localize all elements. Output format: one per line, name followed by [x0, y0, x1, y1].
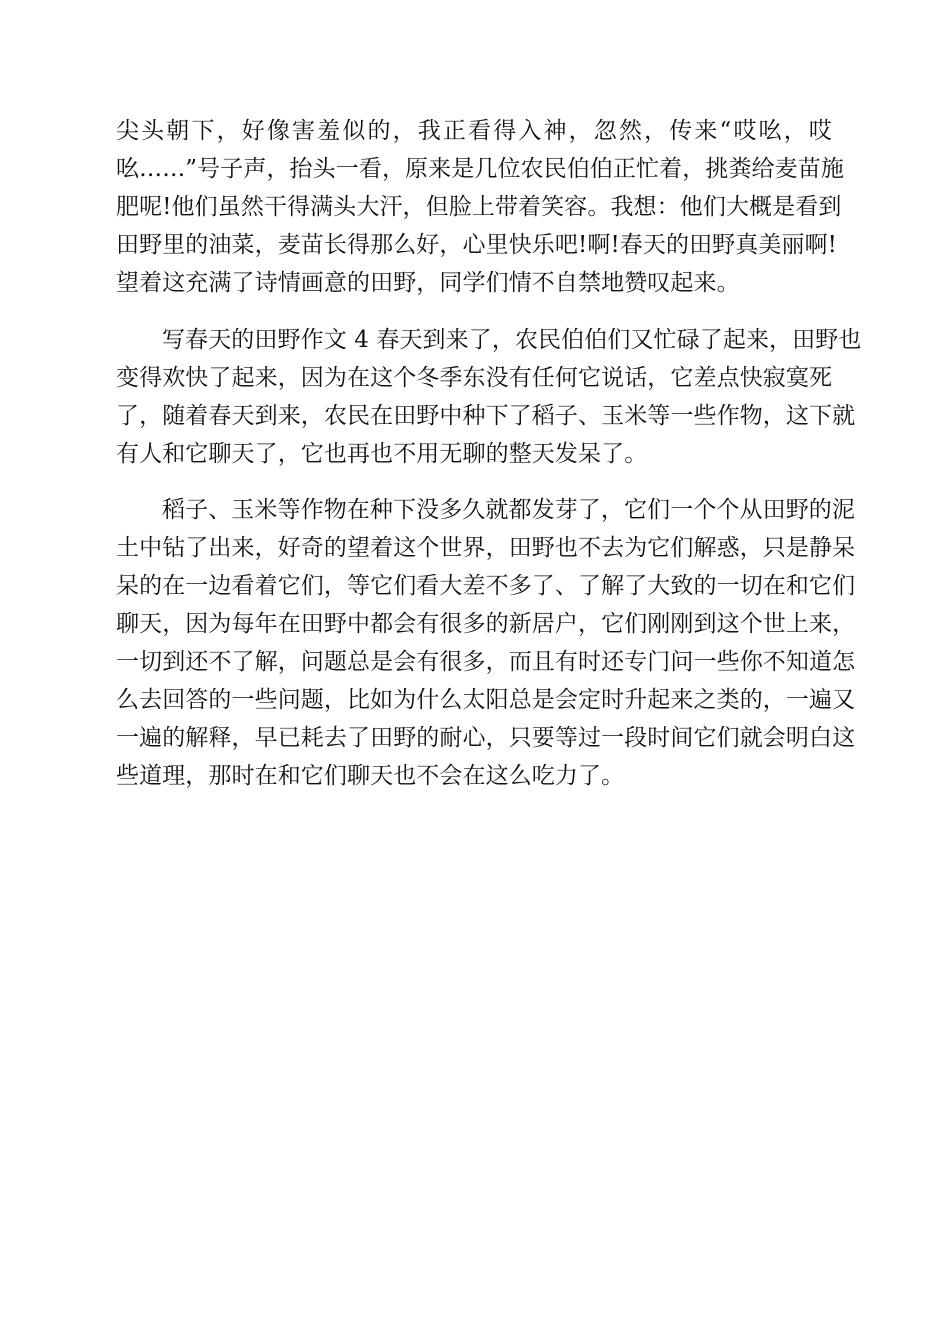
paragraph-line: 有人和它聊天了，它也再也不用无聊的整天发呆了。 [116, 441, 648, 467]
paragraph-line: 土中钻了出来，好奇的望着这个世界，田野也不去为它们解惑，只是静呆 [116, 535, 856, 561]
paragraph-line: 一遍的解释，早已耗去了田野的耐心，只要等过一段时间它们就会明白这 [116, 725, 856, 751]
paragraph-line: 吆……”号子声，抬头一看，原来是几位农民伯伯正忙着，挑粪给麦苗施 [116, 156, 844, 182]
paragraph-line: 写春天的田野作文 4 春天到来了，农民伯伯们又忙碌了起来，田野也 [162, 327, 862, 353]
paragraph-3 [116, 491, 856, 795]
paragraph-line: 肥呢!他们虽然干得满头大汗，但脸上带着笑容。我想：他们大概是看到 [116, 194, 842, 220]
paragraph-2 [116, 321, 862, 473]
paragraph-line: 望着这充满了诗情画意的田野，同学们情不自禁地赞叹起来。 [116, 270, 740, 296]
paragraph-line: 了，随着春天到来，农民在田野中种下了稻子、玉米等一些作物，这下就 [116, 403, 856, 429]
paragraph-1 [116, 112, 844, 302]
paragraph-line: 田野里的油菜，麦苗长得那么好，心里快乐吧!啊!春天的田野真美丽啊! [116, 232, 838, 258]
paragraph-line: 些道理，那时在和它们聊天也不会在这么吃力了。 [116, 763, 625, 789]
paragraph-line: 尖头朝下，好像害羞似的，我正看得入神，忽然，传来“哎吆，哎 [116, 118, 832, 144]
paragraph-line: 呆的在一边看着它们，等它们看大差不多了、了解了大致的一切在和它们 [116, 573, 856, 599]
paragraph-line: 变得欢快了起来，因为在这个冬季东没有任何它说话，它差点快寂寞死 [116, 365, 833, 391]
paragraph-line: 聊天，因为每年在田野中都会有很多的新居户，它们刚刚到这个世上来， [116, 611, 856, 637]
paragraph-line: 么去回答的一些问题，比如为什么太阳总是会定时升起来之类的，一遍又 [116, 687, 856, 713]
paragraph-line: 一切到还不了解，问题总是会有很多，而且有时还专门问一些你不知道怎 [116, 649, 856, 675]
paragraph-line: 稻子、玉米等作物在种下没多久就都发芽了，它们一个个从田野的泥 [162, 497, 855, 523]
